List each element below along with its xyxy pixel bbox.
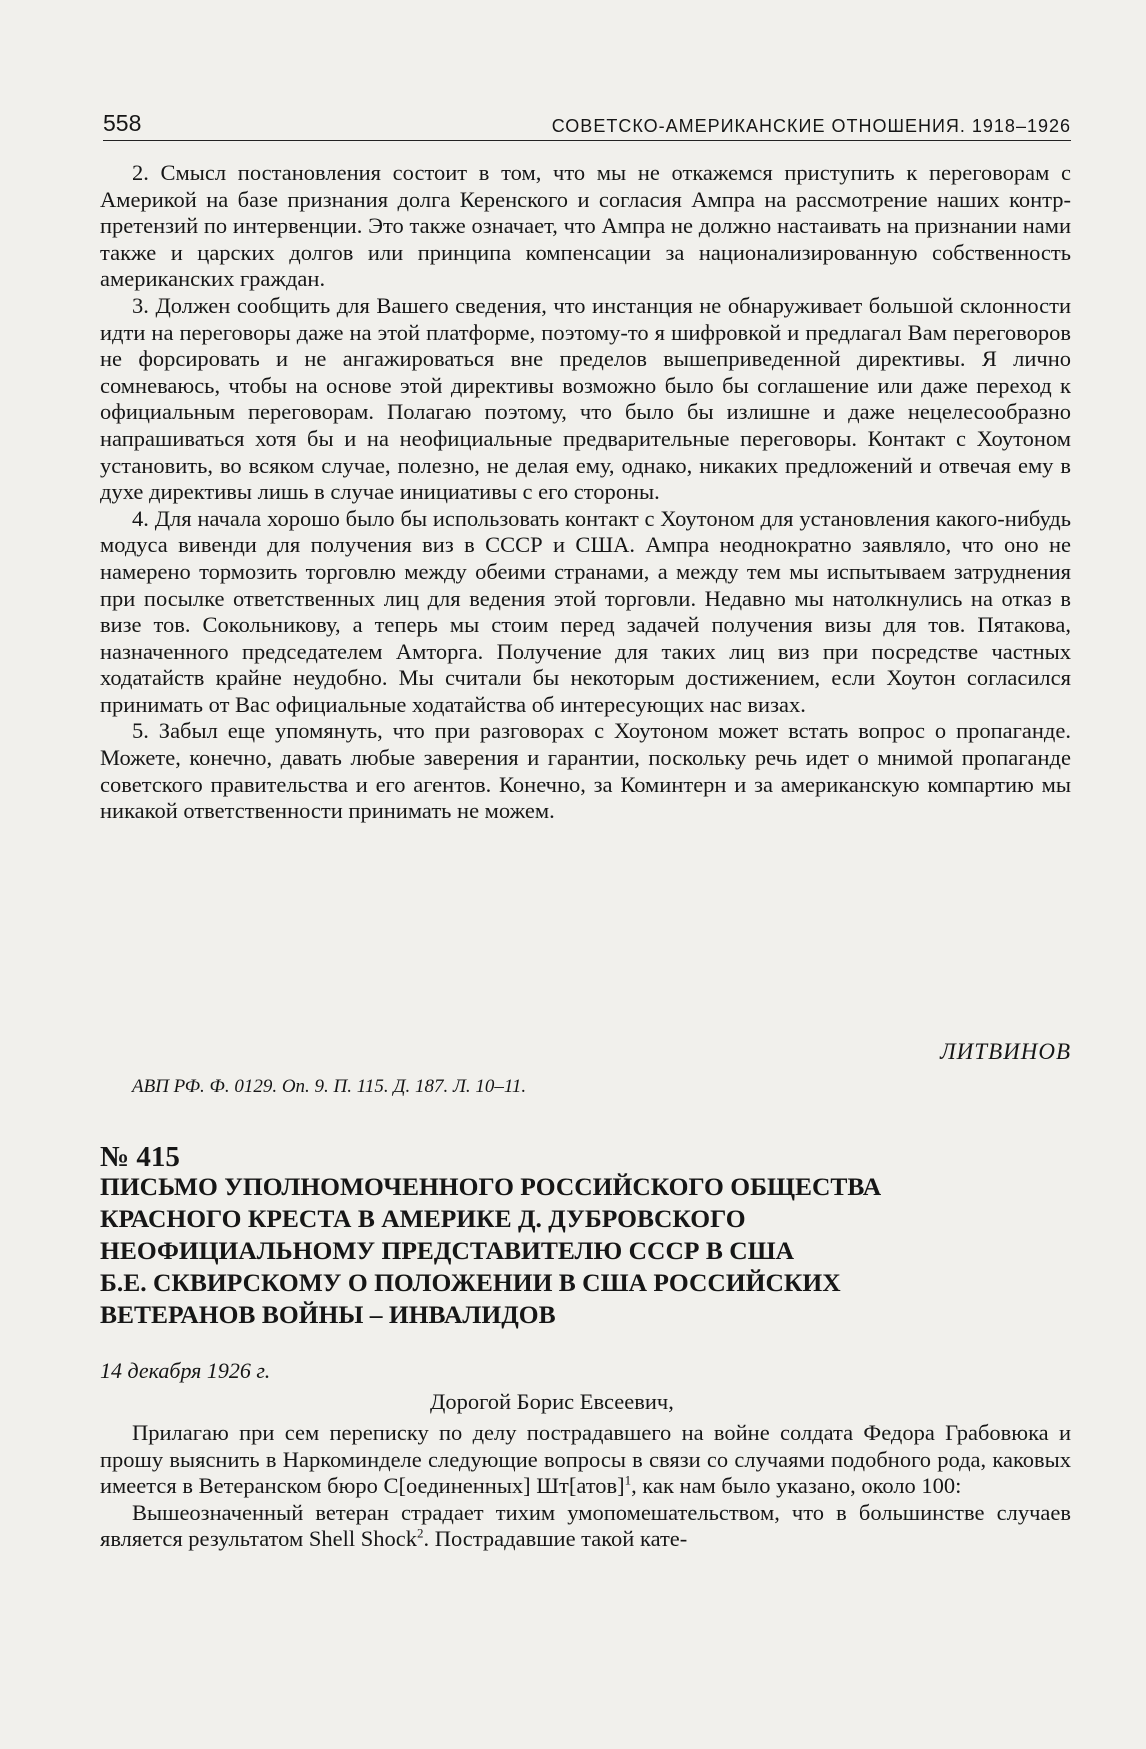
letter-paragraph-2 xyxy=(100,1500,1071,1553)
title-line: ПИСЬМО УПОЛНОМОЧЕННОГО РОССИЙСКОГО ОБЩЕСТВА xyxy=(100,1172,882,1201)
archive-reference: АВП РФ. Ф. 0129. Оп. 9. П. 115. Д. 187. Л. 10–11. xyxy=(132,1076,527,1097)
title-line: НЕОФИЦИАЛЬНОМУ ПРЕДСТАВИТЕЛЮ СССР В США xyxy=(100,1236,795,1265)
letter-paragraph-1 xyxy=(100,1420,1071,1500)
document-number: № 415 xyxy=(100,1141,180,1173)
page-number: 558 xyxy=(103,110,142,136)
running-header xyxy=(103,110,1071,141)
footnote-marker[interactable]: 2 xyxy=(417,1525,424,1541)
paragraph-text: Прилагаю при сем переписку по делу пострадавшего на войне солдата Федора Грабовюка и прошу выяснить в Наркоминделе следующие вопросы в связи со случаями подобного рода, каковых имеется в Ветеранском бюро С[оединенных] Шт[атов] xyxy=(100,1420,1071,1499)
signature: ЛИТВИНОВ xyxy=(940,1039,1071,1064)
paragraph-5: 5. Забыл еще упомянуть, что при разговорах с Хоутоном может встать вопрос о пропаганде. Можете, конечно, давать любые заверения и гарантии, поскольку речь идет о мнимой пропаганде советского правительства и его агентов. Конечно, за Коминтерн и за американскую компартию мы никакой ответственности принимать не можем. xyxy=(100,718,1071,824)
paragraph-text: Вышеозначенный ветеран страдает тихим умопомешательством, что в большинстве случаев является результатом Shell Shock xyxy=(100,1499,1071,1552)
paragraph-text: . Пострадавшие такой кате- xyxy=(423,1526,688,1552)
paragraph-4: 4. Для начала хорошо было бы использовать контакт с Хоутоном для установления какого-нибудь модуса вивенди для получения виз в СССР и США. Ампра неоднократно заявляло, что оно не намерено тормозить торговлю между обеими странами, а между тем мы испытываем затруднения при посылке ответственных лиц для ведения этой торговли. Недавно мы натолкнулись на отказ в визе тов. Сокольникову, а теперь мы стоим перед задачей получения визы для тов. Пятакова, назначенного председателем Амторга. Получение для таких лиц виз при посредстве частных ходатайств крайне неудобно. Мы считали бы некоторым достижением, если Хоутон согласился принимать от Вас официальные ходатайства об интересующих нас визах. xyxy=(100,505,1071,717)
title-line: ВЕТЕРАНОВ ВОЙНЫ – ИНВАЛИДОВ xyxy=(100,1300,556,1329)
title-line: КРАСНОГО КРЕСТА В АМЕРИКЕ Д. ДУБРОВСКОГО xyxy=(100,1204,746,1233)
paragraph-text: , как нам было указано, около 100: xyxy=(631,1473,962,1499)
paragraph-2: 2. Смысл постановления состоит в том, что мы не откажемся приступить к переговорам с Америкой на базе признания долга Керенского и согласия Ампра на рассмотрение наших контр-претензий по интервенции. Это также означает, что Ампра не должно настаивать на признании нами также и царских долгов или принципа компенсации за национализированную собственность американских граждан. xyxy=(100,160,1071,292)
salutation: Дорогой Борис Евсеевич, xyxy=(430,1389,674,1414)
letter-body xyxy=(100,1420,1071,1553)
running-title: СОВЕТСКО-АМЕРИКАНСКИЕ ОТНОШЕНИЯ. 1918–1926 xyxy=(551,116,1071,136)
document-date: 14 декабря 1926 г. xyxy=(100,1358,271,1383)
letter-continuation xyxy=(100,160,1071,825)
footnote-marker[interactable]: 1 xyxy=(624,1472,632,1488)
title-line: Б.Е. СКВИРСКОМУ О ПОЛОЖЕНИИ В США РОССИЙСКИХ xyxy=(100,1268,841,1297)
paragraph-3: 3. Должен сообщить для Вашего сведения, что инстанция не обнаруживает большой склонности идти на переговоры даже на этой платформе, поэтому-то я шифровкой и предлагал Вам переговоров не форсировать и не ангажироваться вне пределов вышеприведенной директивы. Я лично сомневаюсь, чтобы на основе этой директивы возможно было бы соглашение или даже переход к официальным переговорам. Полагаю поэтому, что было бы излишне и даже нецелесообразно напрашиваться хотя бы и на неофициальные предварительные переговоры. Контакт с Хоутоном установить, во всяком случае, полезно, не делая ему, однако, никаких предложений и отвечая ему в духе директивы лишь в случае инициативы с его стороны. xyxy=(100,292,1071,505)
document-title xyxy=(100,1171,1030,1331)
